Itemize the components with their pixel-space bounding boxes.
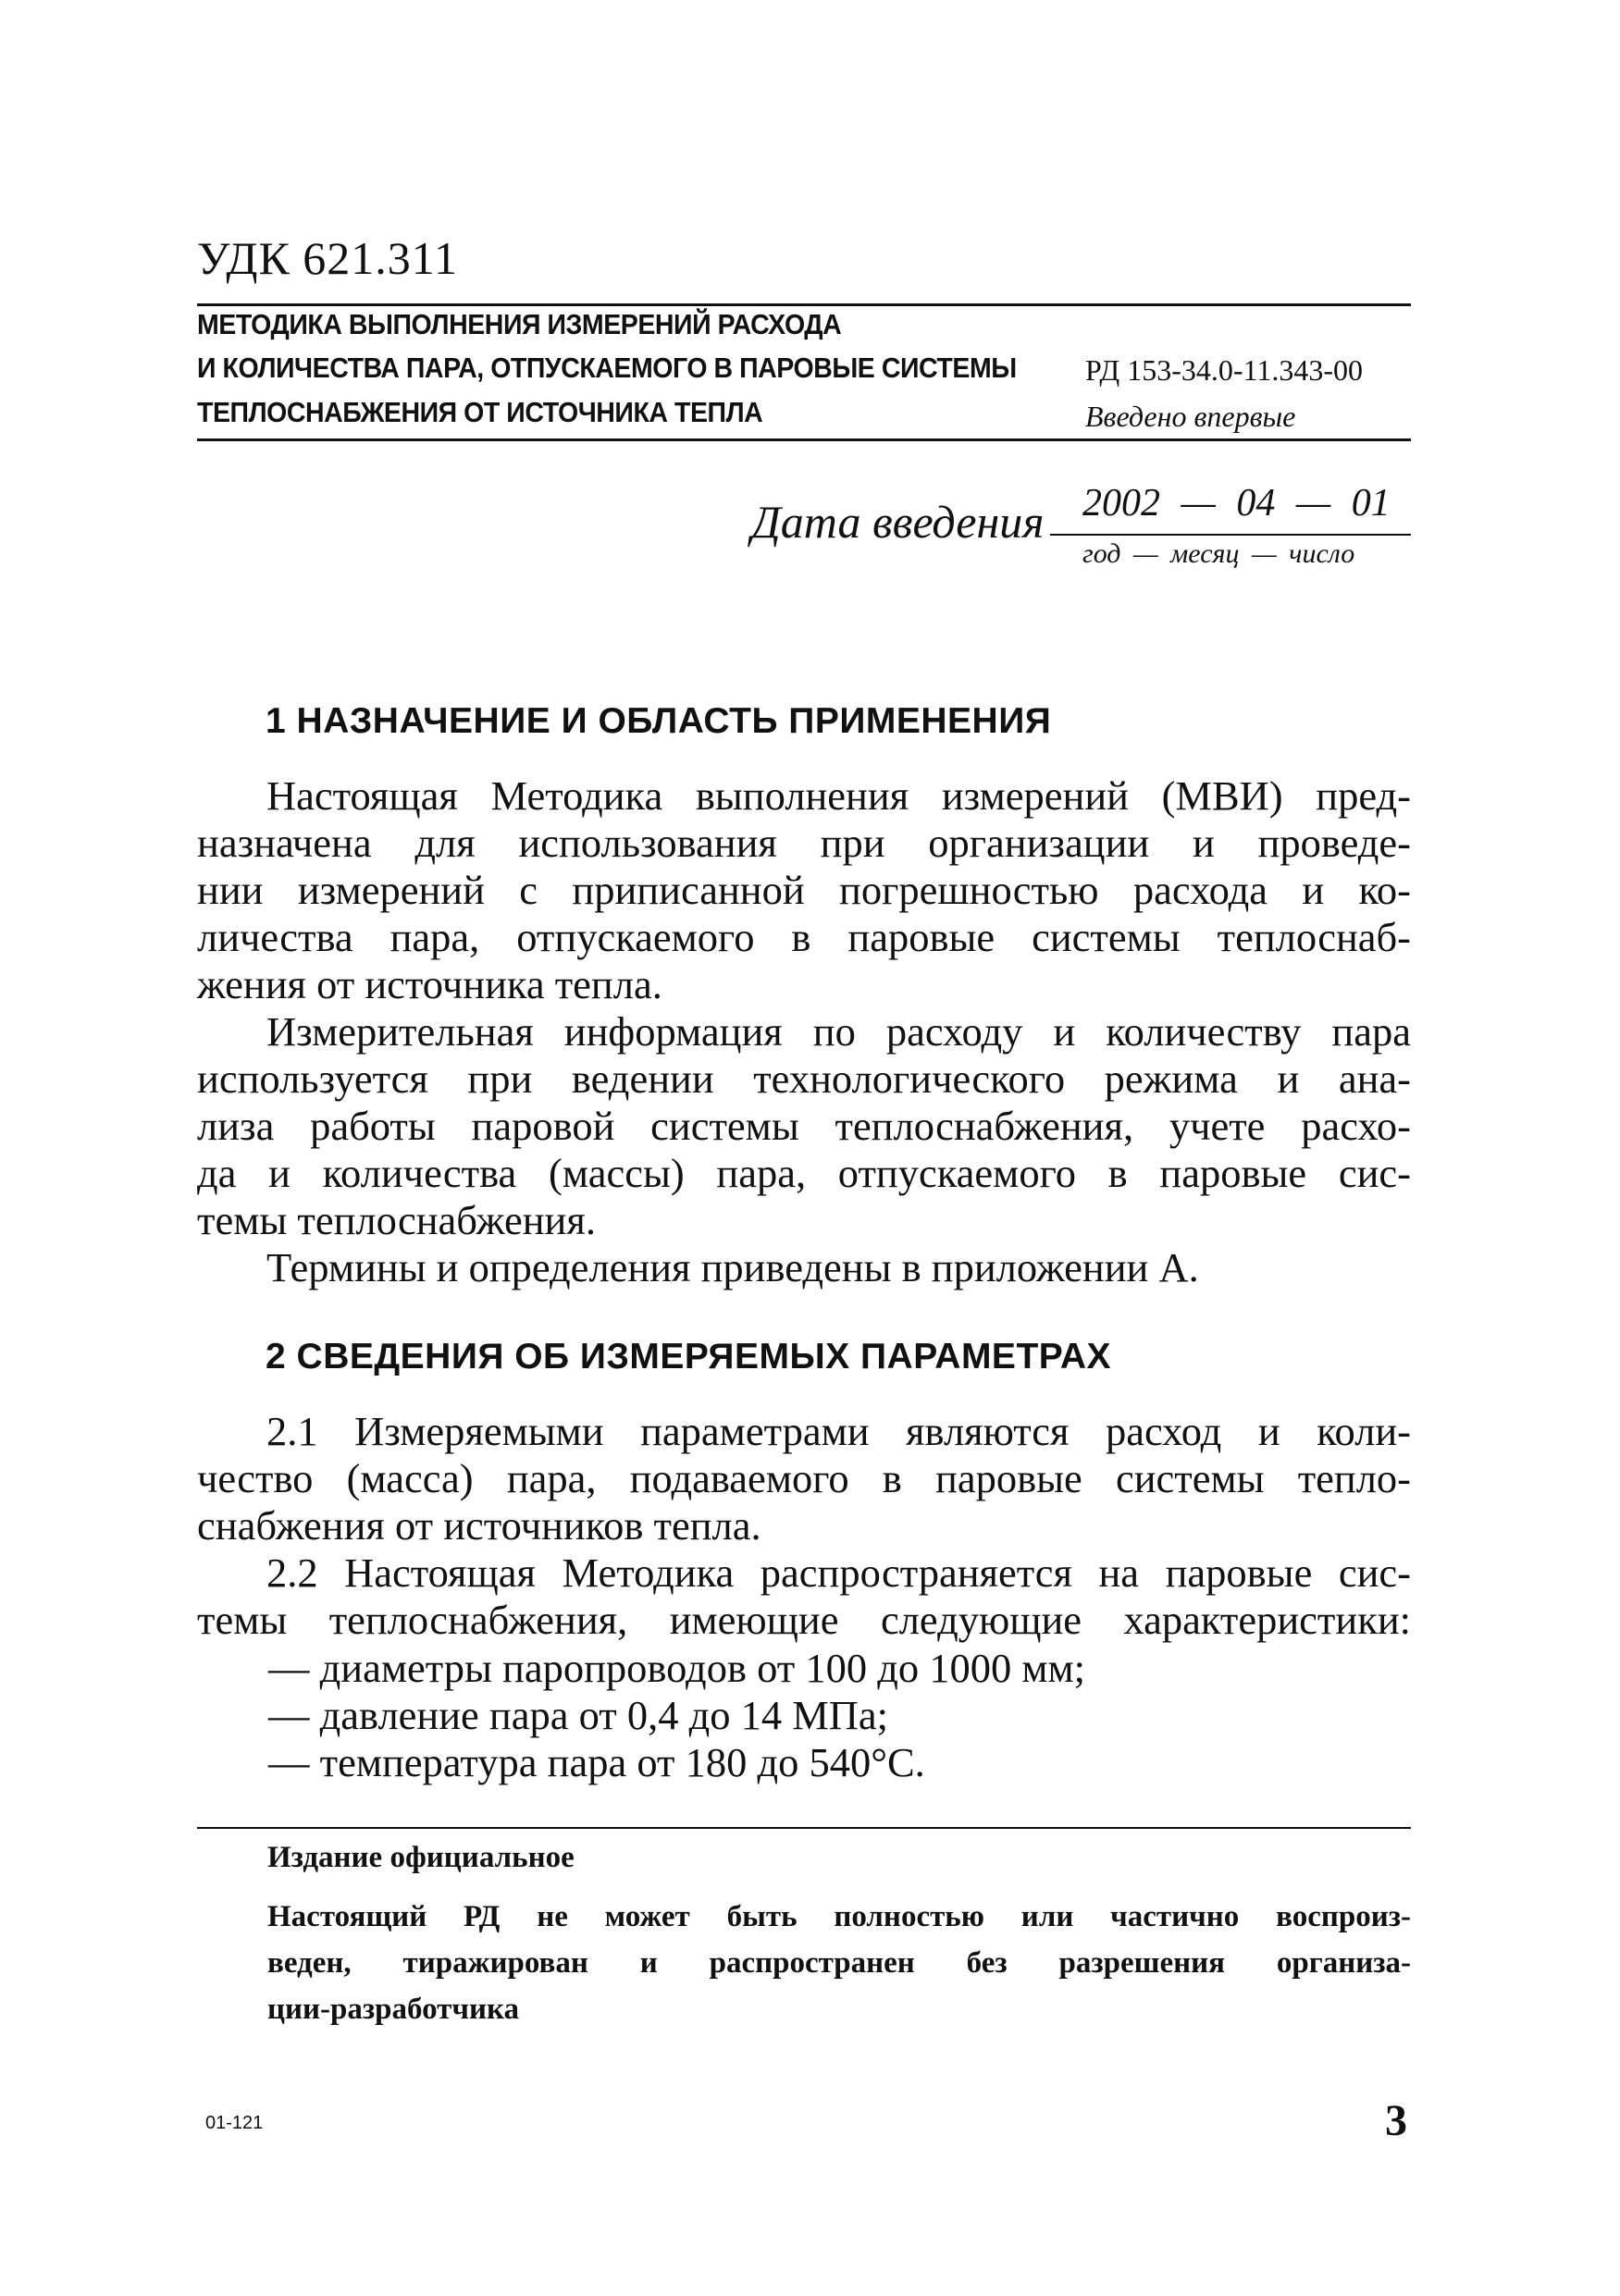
header-bottom-rule — [197, 438, 1411, 441]
text-line: Измерительная информация по расходу и количеству пара — [266, 1008, 1411, 1055]
list-item: — диаметры паропроводов от 100 до 1000 мм; — [268, 1645, 1086, 1691]
date-underline — [1050, 534, 1411, 536]
list-item: — температура пара от 180 до 540°С. — [268, 1739, 925, 1785]
reproduction-notice — [267, 1894, 1411, 2032]
udc-code: УДК 621.311 — [197, 232, 458, 284]
text-line: 2.2 Настоящая Методика распространяется на паровые сис- — [266, 1549, 1411, 1596]
text-line: используется при ведении технологического режима и ана- — [197, 1055, 1411, 1102]
text-line: веден, тиражирован и распространен без разрешения организа- — [267, 1946, 1411, 1980]
text-line: темы теплоснабжения, имеющие следующие характеристики: — [197, 1597, 1411, 1643]
text-line: ции-разработчика — [267, 1993, 519, 2026]
text-line: назначена для использования при организации и проведе- — [197, 820, 1411, 866]
text-line: 2.1 Измеряемыми параметрами являются расход и коли- — [266, 1408, 1411, 1454]
introduced-note: Введено впервые — [1085, 400, 1296, 433]
text-line: личества пара, отпускаемого в паровые системы теплоснаб- — [197, 914, 1411, 960]
text-line: нии измерений с приписанной погрешностью расхода и ко- — [197, 867, 1411, 913]
date-caption: год — месяц — число — [1082, 538, 1355, 569]
page-number: 3 — [1385, 2096, 1407, 2145]
text-line: жения от источника тепла. — [197, 961, 662, 1007]
text-line: темы теплоснабжения. — [197, 1197, 596, 1243]
date-label: Дата введения — [751, 496, 1045, 548]
header-top-rule — [197, 303, 1411, 306]
section-1-heading: 1 НАЗНАЧЕНИЕ И ОБЛАСТЬ ПРИМЕНЕНИЯ — [266, 701, 1052, 741]
section-2-item-2-1 — [197, 1408, 1411, 1549]
section-1-paragraph-3 — [197, 1244, 1411, 1291]
list-item: — давление пара от 0,4 до 14 МПа; — [268, 1692, 889, 1738]
official-edition-note: Издание официальное — [267, 1841, 575, 1874]
section-2-heading: 2 СВЕДЕНИЯ ОБ ИЗМЕРЯЕМЫХ ПАРАМЕТРАХ — [266, 1337, 1112, 1376]
text-line: чество (масса) пара, подаваемого в паровые системы тепло- — [197, 1455, 1411, 1501]
document-title-line-3: ТЕПЛОСНАБЖЕНИЯ ОТ ИСТОЧНИКА ТЕПЛА — [197, 396, 763, 428]
document-title-line-2: И КОЛИЧЕСТВА ПАРА, ОТПУСКАЕМОГО В ПАРОВЫЕ СИСТЕМЫ — [197, 352, 1017, 384]
section-1-paragraph-1 — [197, 772, 1411, 1008]
text-line: Термины и определения приведены в приложении А. — [266, 1244, 1199, 1290]
text-line: лиза работы паровой системы теплоснабжения, учете расхо- — [197, 1103, 1411, 1149]
document-title-line-1: МЕТОДИКА ВЫПОЛНЕНИЯ ИЗМЕРЕНИЙ РАСХОДА — [197, 308, 842, 340]
text-line: Настоящий РД не может быть полностью или частично воспроиз- — [267, 1900, 1411, 1933]
date-value: 2002 — 04 — 01 — [1082, 482, 1391, 525]
footer-rule — [197, 1827, 1411, 1829]
document-number: РД 153-34.0-11.343-00 — [1085, 353, 1363, 387]
text-line: снабжения от источников тепла. — [197, 1502, 761, 1549]
text-line: Настоящая Методика выполнения измерений (МВИ) пред- — [266, 772, 1411, 819]
section-1-paragraph-2 — [197, 1008, 1411, 1244]
section-2-item-2-2 — [197, 1549, 1411, 1644]
text-line: да и количества (массы) пара, отпускаемого в паровые сис- — [197, 1150, 1411, 1196]
print-code: 01-121 — [205, 2113, 264, 2133]
